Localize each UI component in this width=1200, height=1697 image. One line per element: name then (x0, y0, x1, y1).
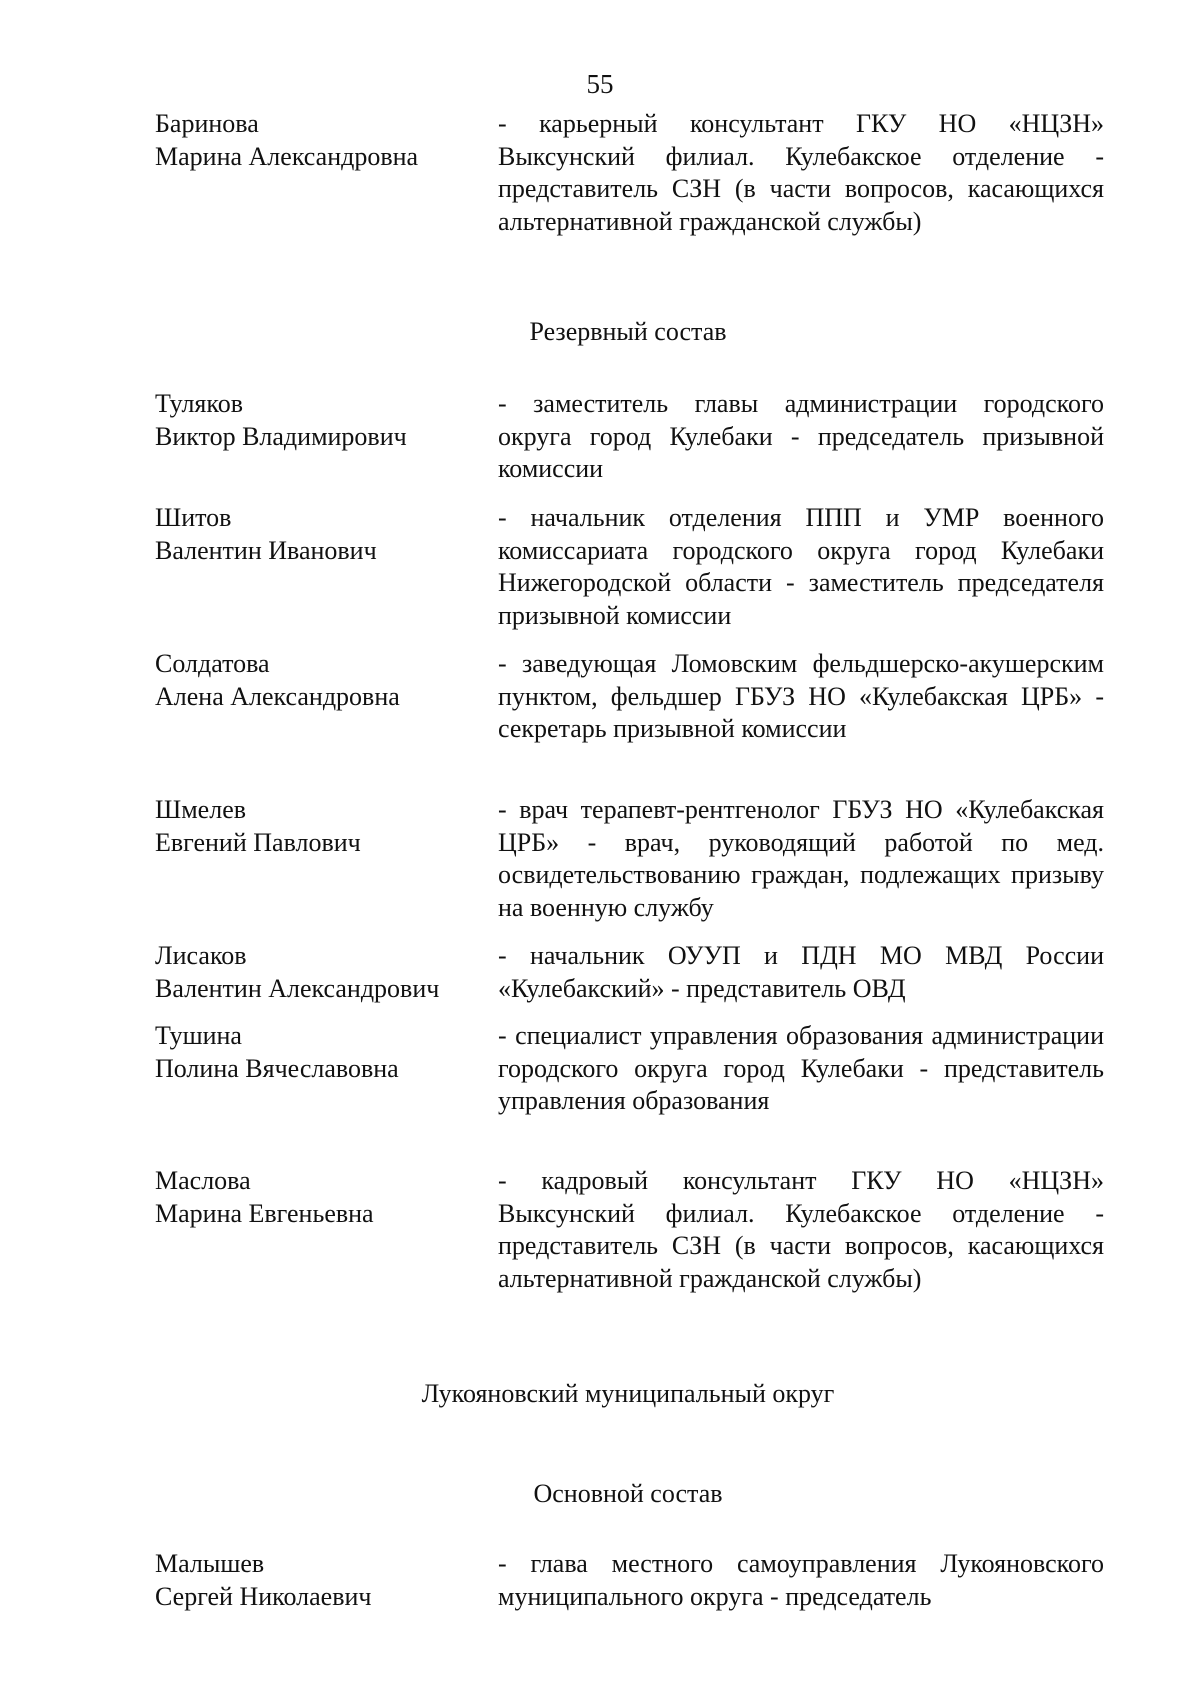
member-name (155, 108, 485, 173)
member-surname: Баринова (155, 109, 259, 138)
member-role: - заместитель главы администрации городского округа город Кулебаки - председатель призывной комиссии (498, 389, 1104, 483)
member-role: - врач терапевт-рентгенолог ГБУЗ НО «Кулебакская ЦРБ» - врач, руководящий работой по мед. освидетельствованию граждан, подлежащих призыву на военную службу (498, 795, 1104, 922)
member-given-names: Марина Евгеньевна (155, 1198, 374, 1228)
page-number: 55 (586, 69, 614, 99)
section-heading-main: Основной состав (533, 1479, 723, 1508)
member-role: - глава местного самоуправления Лукояновского муниципального округа - председатель (498, 1549, 1104, 1611)
member-given-names: Виктор Владимирович (155, 421, 407, 451)
member-surname: Шмелев (155, 795, 247, 824)
member-given-names: Алена Александровна (155, 681, 400, 711)
member-surname: Туляков (155, 389, 243, 418)
member-role: - карьерный консультант ГКУ НО «НЦЗН» Выксунский филиал. Кулебакское отделение - представитель СЗН (в части вопросов, касающихся альтернативной гражданской службы) (498, 109, 1104, 236)
member-name (155, 502, 485, 567)
member-name (155, 794, 485, 859)
member-surname: Солдатова (155, 649, 270, 678)
member-name (155, 388, 485, 453)
member-surname: Малышев (155, 1549, 265, 1578)
member-surname: Шитов (155, 503, 232, 532)
member-role: - заведующая Ломовским фельдшерско-акушерским пунктом, фельдшер ГБУЗ НО «Кулебакская ЦРБ» - секретарь призывной комиссии (498, 649, 1104, 743)
member-name (155, 1020, 485, 1085)
member-role: - специалист управления образования администрации городского округа город Кулебаки - представитель управления образования (498, 1021, 1104, 1115)
member-given-names: Валентин Александрович (155, 973, 440, 1003)
section-heading-district: Лукояновский муниципальный округ (421, 1379, 835, 1408)
member-role: - начальник ОУУП и ПДН МО МВД России «Кулебакский» - представитель ОВД (498, 941, 1104, 1003)
member-given-names: Сергей Николаевич (155, 1581, 372, 1611)
member-given-names: Евгений Павлович (155, 827, 361, 857)
member-surname: Маслова (155, 1166, 251, 1195)
member-name (155, 648, 485, 713)
section-heading-reserve: Резервный состав (529, 317, 727, 346)
member-surname: Лисаков (155, 941, 247, 970)
member-name (155, 940, 485, 1005)
member-given-names: Валентин Иванович (155, 535, 377, 565)
member-given-names: Полина Вячеславовна (155, 1053, 399, 1083)
member-given-names: Марина Александровна (155, 141, 419, 171)
member-name (155, 1165, 485, 1230)
member-name (155, 1548, 485, 1613)
member-role: - кадровый консультант ГКУ НО «НЦЗН» Выксунский филиал. Кулебакское отделение - представитель СЗН (в части вопросов, касающихся альтернативной гражданской службы) (498, 1166, 1104, 1293)
member-surname: Тушина (155, 1021, 242, 1050)
member-role: - начальник отделения ППП и УМР военного комиссариата городского округа город Кулебаки Нижегородской области - заместитель председателя призывной комиссии (498, 503, 1104, 630)
